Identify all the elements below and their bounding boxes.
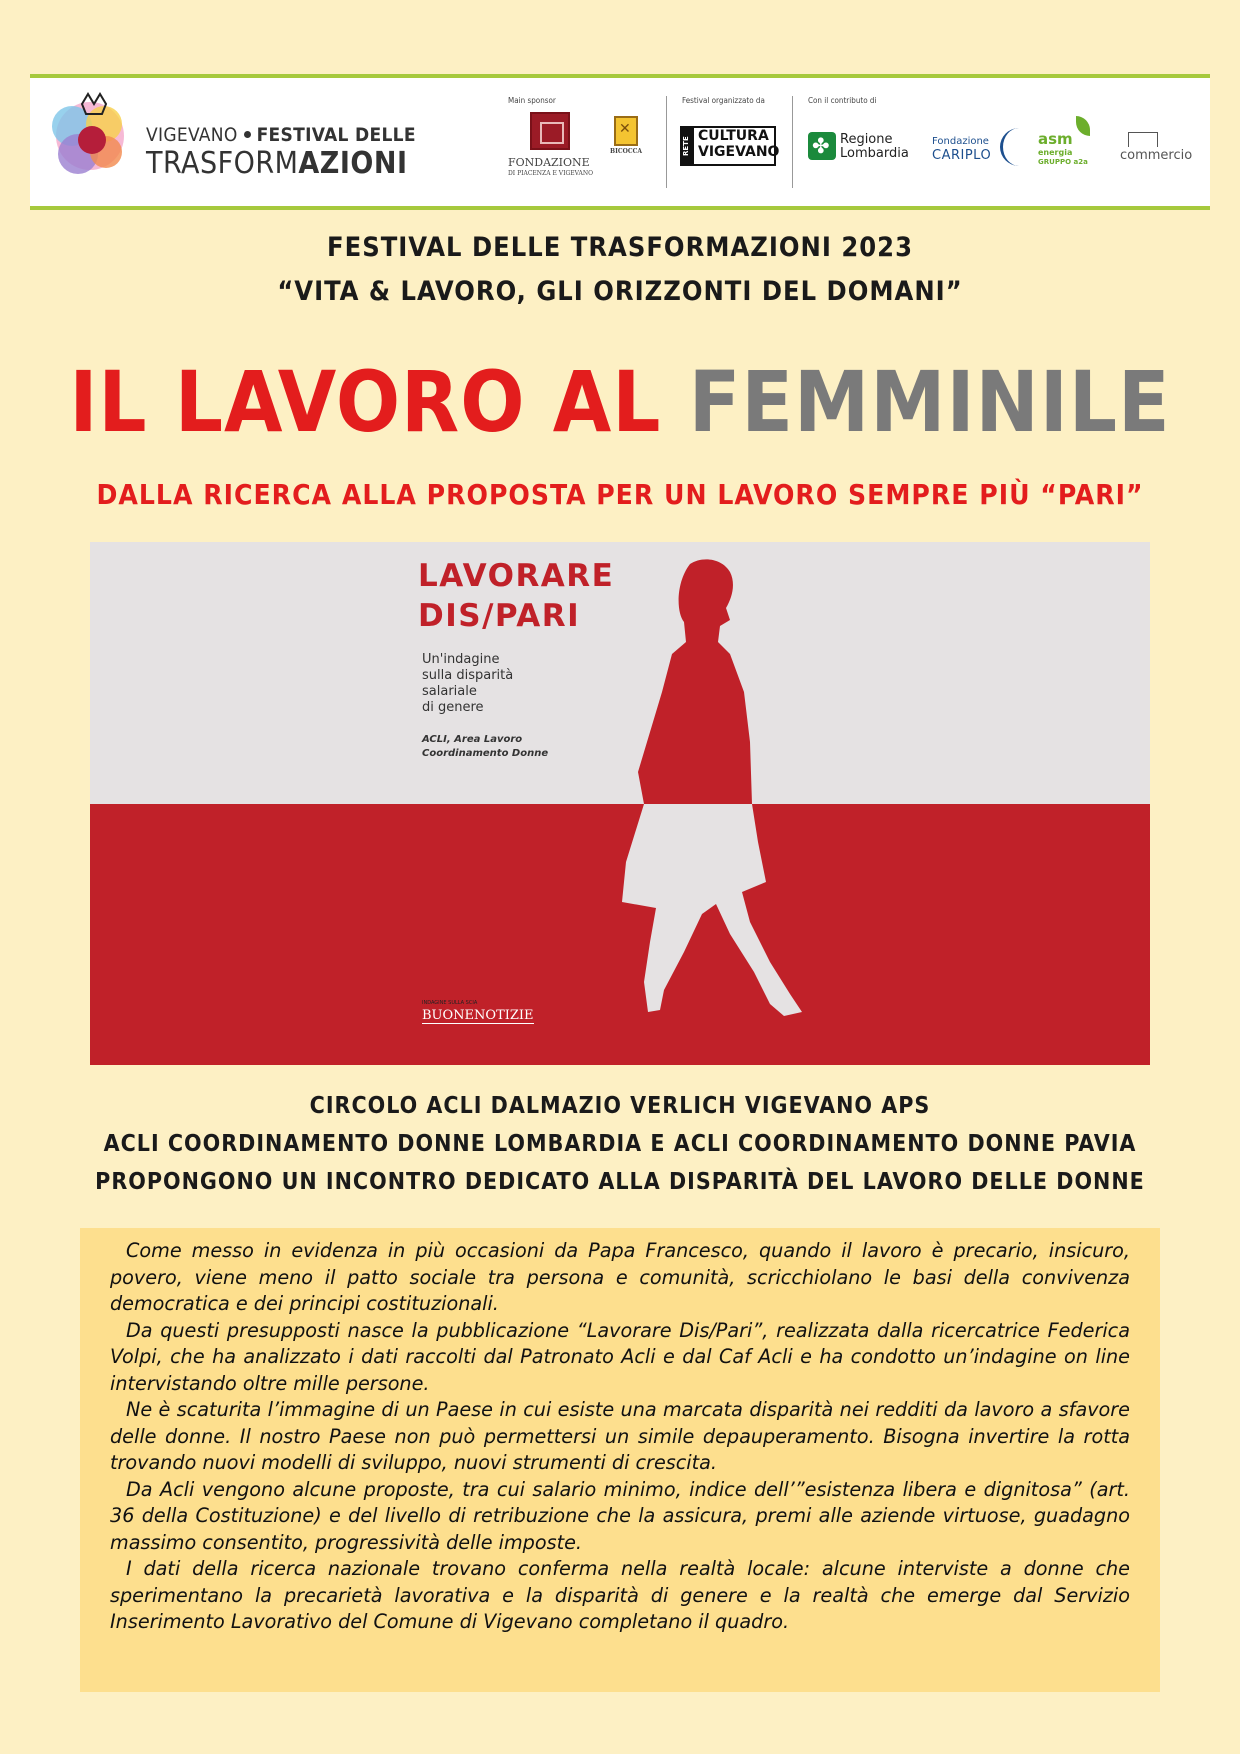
fondazione-logo-icon [530,112,570,150]
page-title-grey: FEMMINILE [688,353,1171,451]
sponsor-header [30,74,1210,210]
commercio-logo-icon [1128,132,1158,147]
cover-brand: BUONENOTIZIE [422,1008,534,1023]
description-paragraph: Come messo in evidenza in più occasioni da Papa Francesco, quando il lavoro è precario, insicuro, povero, viene meno il patto sociale tra persona e comunità, scricchiolano le basi della convivenza democratica e dei principi costituzionali. [110,1239,1130,1315]
cover-subtitle-line: di genere [422,700,484,715]
festival-title-line1: FESTIVAL DELLE TRASFORMAZIONI 2023 [327,232,913,263]
description-box [80,1228,1160,1692]
walking-woman-silhouette [90,542,1150,1065]
cariplo-line2: CARIPLO [932,148,992,163]
cover-title-line2: DIS/PARI [418,598,581,634]
asm-line2: energia [1038,148,1073,157]
page-title [0,352,1240,452]
description-paragraph: Da questi presupposti nasce la pubblicazione “Lavorare Dis/Pari”, realizzata dalla ricercatrice Federica Volpi, che ha analizzato i dati raccolti dal Patronato Acli e dal Caf Acli e ha condotto un’indagine on line intervistando oltre mille persone. [110,1318,1130,1395]
organizer-line1: CIRCOLO ACLI DALMAZIO VERLICH VIGEVANO APS [309,1093,931,1119]
festival-logo-line2: TRASFORMAZIONI [146,146,408,181]
asm-line3: GRUPPO a2a [1038,158,1088,166]
commercio-text: commercio [1120,148,1193,163]
festival-logo-line1: VIGEVANO FESTIVAL DELLE [146,124,416,146]
organized-label: Festival organizzato da [682,96,765,105]
description-paragraph: Ne è scaturita l’immagine di un Paese in cui esiste una marcata disparità nei redditi da lavoro a sfavore delle donne. Il nostro Paese non può permettersi un simile depauperamento. Bisogna invertire la rotta trovando nuovi modelli di sviluppo, nuovi strumenti di crescita. [110,1398,1130,1474]
cover-org-line: ACLI, Area Lavoro [422,734,523,745]
contributo-label: Con il contributo di [808,96,877,105]
header-divider [666,96,667,188]
description-paragraph: I dati della ricerca nazionale trovano conferma nella realtà locale: alcune interviste a donne che sperimentano la precarietà lavorativa e la disparità di genere e la realtà che emerge dal Servizio Inserimento Lavorativo del Comune di Vigevano completano il quadro. [110,1557,1130,1633]
bicocca-name: BICOCCA [610,148,643,155]
festival-logo-icon [42,86,152,198]
asm-line1: asm [1038,130,1073,148]
cover-tiny-text: INDAGINE SULLA SCIA [422,1000,478,1006]
festival-title-line2: “VITA & LAVORO, GLI ORIZZONTI DEL DOMANI” [277,276,963,307]
header-divider [792,96,793,188]
cover-subtitle-line: sulla disparità [422,668,514,683]
cariplo-logo-icon [1000,128,1019,166]
regione-line2: Lombardia [840,146,909,161]
asm-leaf-icon [1076,116,1090,136]
organizer-line2: ACLI COORDINAMENTO DONNE LOMBARDIA E ACLI COORDINAMENTO DONNE PAVIA [103,1131,1137,1157]
cover-subtitle-line: Un'indagine [422,652,500,667]
cover-title-line1: LAVORARE [418,558,615,594]
rete-line1: CULTURA [698,128,769,144]
fondazione-sub: DI PIACENZA E VIGEVANO [508,170,594,177]
bicocca-logo-icon [614,116,638,146]
book-cover-image [90,542,1150,1065]
organizer-line3: PROPONGONO UN INCONTRO DEDICATO ALLA DISPARITÀ DEL LAVORO DELLE DONNE [95,1169,1145,1195]
festival-logo [42,86,442,198]
rete-line2: VIGEVANO [698,144,780,160]
description-paragraph: Da Acli vengono alcune proposte, tra cui salario minimo, indice dell’”esistenza libera e dignitosa” (art. 36 della Costituzione) e del livello di retribuzione che la assicura, premi alle aziende virtuose, guadagno massimo consentito, progressività delle imposte. [110,1477,1130,1554]
main-sponsor-label: Main sponsor [508,96,556,105]
fondazione-name: FONDAZIONE [508,156,590,169]
description-text [110,1238,1130,1636]
page-subtitle: DALLA RICERCA ALLA PROPOSTA PER UN LAVORO SEMPRE PIÙ “PARI” [96,478,1144,511]
cover-org-line: Coordinamento Donne [422,748,549,759]
rete-vertical: RETE [680,126,692,166]
cover-subtitle-line: salariale [422,684,477,699]
regione-line1: Regione [840,132,893,147]
page-title-red: IL LAVORO AL [69,353,662,451]
cariplo-line1: Fondazione [932,136,989,147]
regione-lombardia-icon [808,132,836,160]
